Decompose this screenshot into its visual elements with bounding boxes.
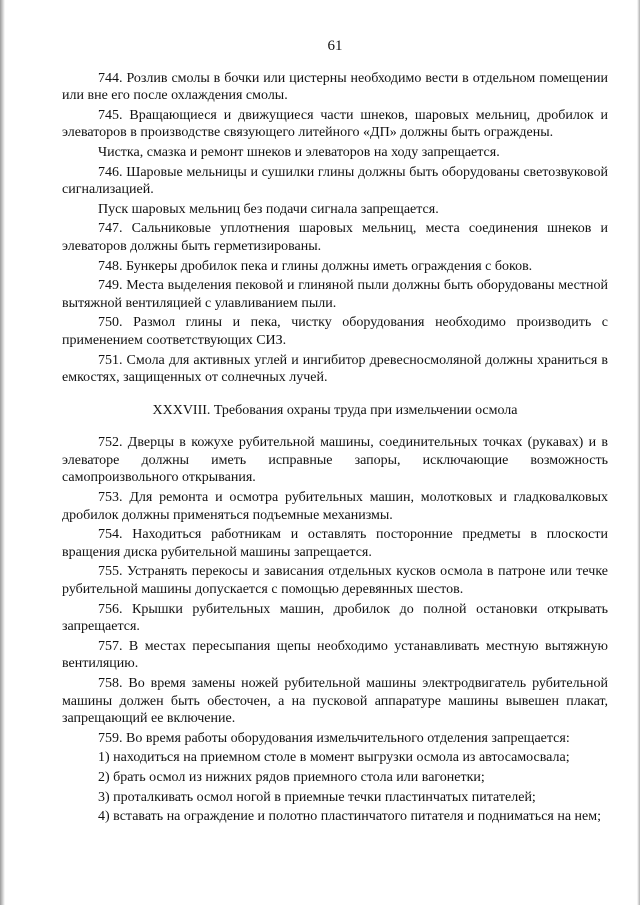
paragraph-758: 758. Во время замены ножей рубительной машины электродвигатель рубительной машины должен быть обесточен, а на пусковой аппаратуре машины вывешен плакат, запрещающий ее включение.: [62, 676, 608, 727]
paragraph-748: 748. Бункеры дробилок пека и глины должны иметь ограждения с боков.: [98, 258, 533, 274]
section-heading: XXXVIII. Требования охраны труда при измельчении осмола: [152, 402, 518, 418]
paragraph-757: 757. В местах пересыпания щепы необходимо устанавливать местную вытяжную вентиляцию.: [62, 638, 608, 672]
paragraph-751: 751. Смола для активных углей и ингибитор древесносмоляной должны храниться в емкостях, защищенных от солнечных лучей.: [62, 352, 608, 386]
paragraph-756: 756. Крышки рубительных машин, дробилок до полной остановки открывать запрещается.: [62, 601, 608, 635]
paragraph-753: 753. Для ремонта и осмотра рубительных машин, молотковых и гладковалковых дробилок должны применяться подъемные механизмы.: [62, 490, 608, 523]
paragraph-755: 755. Устранять перекосы и зависания отдельных кусков осмола в патроне или течке рубительной машины допускается с помощью деревянных шестов.: [62, 564, 608, 598]
list-item-4: 4) вставать на ограждение и полотно пластинчатого питателя и подниматься на нем;: [98, 809, 602, 825]
document-page: [62, 38, 608, 826]
paragraph-749: 749. Места выделения пековой и глиняной пыли должны быть оборудованы местной вытяжной вентиляцией с улавливанием пыли.: [62, 278, 608, 311]
paragraph-747: 747. Сальниковые уплотнения шаровых мельниц, места соединения шнеков и элеваторов должны быть герметизированы.: [62, 221, 608, 254]
paragraph-759: 759. Во время работы оборудования измельчительного отделения запрещается:: [98, 730, 570, 746]
paragraph-754: 754. Находиться работникам и оставлять посторонние предметы в плоскости вращения диска рубительной машины запрещается.: [62, 527, 608, 560]
page-number: 61: [327, 38, 343, 54]
paragraph-750: 750. Размол глины и пека, чистку оборудования необходимо производить с применением соответствующих СИЗ.: [62, 315, 608, 348]
paragraph-744: 744. Розлив смолы в бочки или цистерны необходимо вести в отдельном помещении или вне его после охлаждения смолы.: [62, 70, 608, 104]
scan-edge-left: [0, 0, 5, 905]
paragraph-752: 752. Дверцы в кожухе рубительной машины, соединительных точках (рукавах) и в элеваторе должны иметь исправные запоры, исключающие возможность самопроизвольного открывания.: [62, 435, 608, 486]
paragraph-746: 746. Шаровые мельницы и сушилки глины должны быть оборудованы светозвуковой сигнализацией.: [62, 164, 608, 198]
paragraph-746-note: Пуск шаровых мельниц без подачи сигнала запрещается.: [98, 201, 439, 217]
list-item-2: 2) брать осмол из нижних рядов приемного стола или вагонетки;: [98, 769, 485, 785]
list-item-3: 3) проталкивать осмол ногой в приемные течки пластинчатых питателей;: [98, 789, 536, 805]
list-item-1: 1) находиться на приемном столе в момент выгрузки осмола из автосамосвала;: [98, 750, 570, 766]
paragraph-745: 745. Вращающиеся и движущиеся части шнеков, шаровых мельниц, дробилок и элеваторов в производстве связующего литейного «ДП» должны быть ограждены.: [62, 107, 608, 141]
paragraph-745-note: Чистка, смазка и ремонт шнеков и элеваторов на ходу запрещается.: [98, 144, 500, 160]
